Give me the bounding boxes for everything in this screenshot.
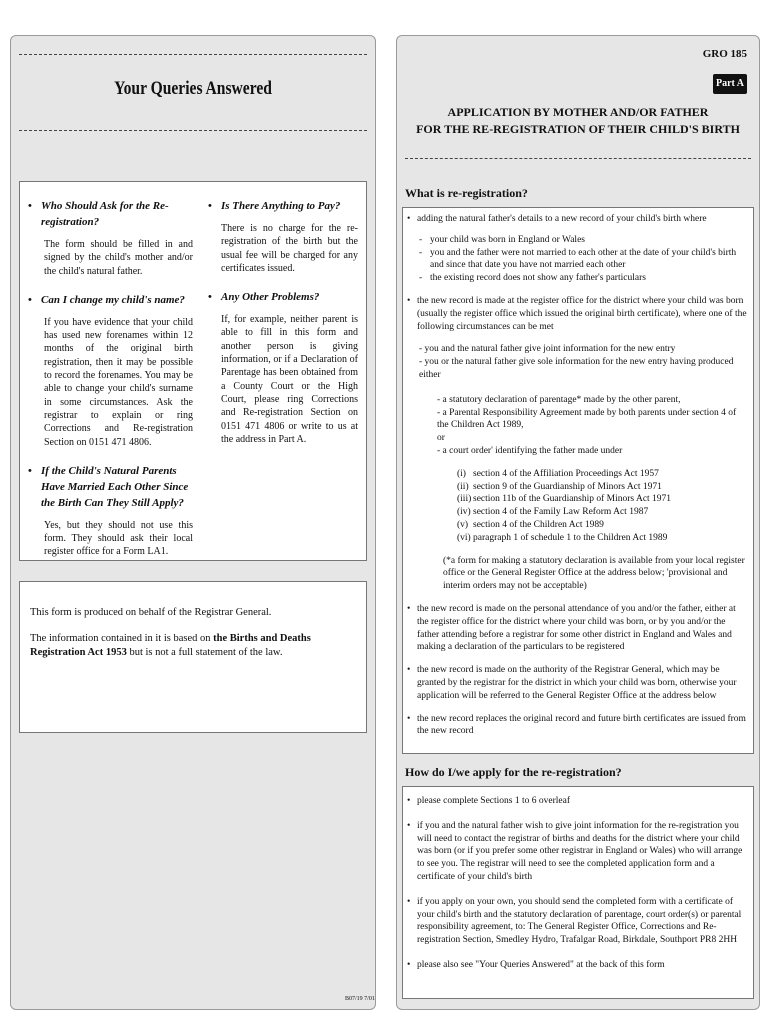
- queries-title: Your Queries Answered: [114, 78, 272, 99]
- divider: [405, 158, 751, 159]
- sub-list: - your child was born in England or Wales - you and the father were not married to each other at the date of your child's birth and since that date you have not married each other - the existing record does not show any father's particulars: [419, 234, 737, 284]
- question: • Can I change my child's name?: [28, 293, 185, 306]
- form-code: GRO 185: [702, 48, 747, 60]
- queries-column-left: [28, 198, 193, 559]
- footer-code: B07/19 7/01: [345, 996, 375, 1002]
- left-panel: [10, 35, 376, 1010]
- notice-line: This form is produced on behalf of the Registrar General.: [30, 607, 272, 618]
- bullet: • please also see "Your Queries Answered" at the back of this form: [407, 959, 665, 970]
- what-box: [402, 207, 754, 754]
- queries-box: [19, 181, 367, 561]
- question: • Is There Anything to Pay?: [208, 200, 341, 212]
- answer: The form should be filled in and signed by the child's mother and/or the child's natural father.: [44, 239, 193, 277]
- how-box: [402, 786, 754, 999]
- acts-list: (i) section 4 of the Affiliation Proceedings Act 1957 (ii) section 9 of the Guardianship of Minors Act 1971 (iii) section 11b of the Guardianship of Minors Act 1971 (iv) section 4 of the Family Law Reform Act 1987 (v) section 4 of the Children Act 1989 (vi) paragraph 1 of schedule 1 to the Children Act 1989: [457, 468, 672, 543]
- bullet: • adding the natural father's details to a new record of your child's birth where: [407, 214, 707, 224]
- right-panel: [396, 35, 760, 1010]
- legal-notice: [30, 606, 356, 660]
- sub-list: - you and the natural father give joint information for the new entry - you or the natural father give sole information for the new entry having produced either: [419, 344, 734, 380]
- question: • If the Child's Natural Parents Have Married Each Other Since the Birth Can They Still Apply?: [28, 464, 189, 509]
- bullet: • the new record is made on the authority of the Registrar General, which may be granted by the registrar for the district in which your child was born, otherwise your application will be referred to the General Register Office at the address below: [407, 665, 737, 701]
- bullet: • the new record is made on the personal attendance of you and/or the father, either at the register office for the district where your child was born, or by you and/or the father attending before a registrar for some other district in England and Wales and making a declaration of the particulars to be registered: [407, 603, 736, 653]
- what-heading: What is re-registration?: [405, 186, 528, 200]
- question: • Any Other Problems?: [208, 291, 320, 304]
- legal-notice-box: [19, 581, 367, 733]
- question: • Who Should Ask for the Re-registration?: [28, 200, 169, 228]
- bullet: • if you apply on your own, you should send the completed form with a certificate of your child's birth and the statutory declaration of parentage, court order(s) or parental responsibility agreement, to: The General Register Office, Corrections and Re-registration Section, Smedley Hydro, Trafalgar Road, Birkdale, Southport PR8 2HH: [407, 896, 742, 946]
- part-badge: Part A: [713, 74, 747, 94]
- answer: If, for example, neither parent is able to fill in this form and another person is giving information, or if a Declaration of Parentage has been obtained from a County Court or the High Court, please ring Corrections and Re-registration Section on 0151 471 4806 or write to us at the address in Part A.: [221, 314, 358, 445]
- divider: [19, 54, 367, 55]
- divider: [19, 130, 367, 131]
- answer: Yes, but they should not use this form. They should ask their local register office for a Form LA1.: [44, 519, 193, 558]
- application-title: APPLICATION BY MOTHER AND/OR FATHER FOR THE RE-REGISTRATION OF THEIR CHILD'S BIRTH: [416, 105, 740, 136]
- bullet: • the new record is made at the register office for the district where your child was born (usually the register office which issued the original birth certificate), where one of the following circumstances can be met: [407, 295, 747, 332]
- option-list: - a statutory declaration of parentage* made by the other parent, - a Parental Responsibility Agreement made by both parents under section 4 of the Children Act 1989, or - a court order' identifying the father made under: [437, 394, 737, 456]
- answer: There is no charge for the re-registration of the birth but the usual fee will be charged for any certificates issued.: [221, 223, 358, 274]
- how-heading: How do I/we apply for the re-registration?: [405, 765, 622, 779]
- bullet: • the new record replaces the original record and future birth certificates are issued from the new record: [407, 713, 746, 737]
- bullet: • please complete Sections 1 to 6 overleaf: [407, 796, 571, 806]
- notice-line: The information contained in it is based on the Births and Deaths Registration Act 1953 but is not a full statement of the law.: [30, 633, 311, 658]
- queries-column-right: [208, 198, 358, 446]
- what-content: [407, 213, 747, 738]
- answer: If you have evidence that your child has used new forenames within 12 months of the original birth registration, then it may be possible to record the forenames. You may be able to change your child's surname in some circumstances. Ask the registrar to explain or ring Corrections and Re-registration Section on 0151 471 4806.: [44, 316, 193, 448]
- footnote: (*a form for making a statutory declaration is available from your local register office or the General Register Office at the address below; 'provisional and interim orders may not be acceptable): [443, 555, 745, 592]
- bullet: • if you and the natural father wish to give joint information for the re-registration you will need to contact the registrar of births and deaths for the district where your child was born (or if you prefer some other registrar in England or Wales) who will arrange to see you. The registrar will need to see the completed application form and a certificate of your child's birth: [407, 820, 743, 882]
- how-content: [407, 795, 747, 972]
